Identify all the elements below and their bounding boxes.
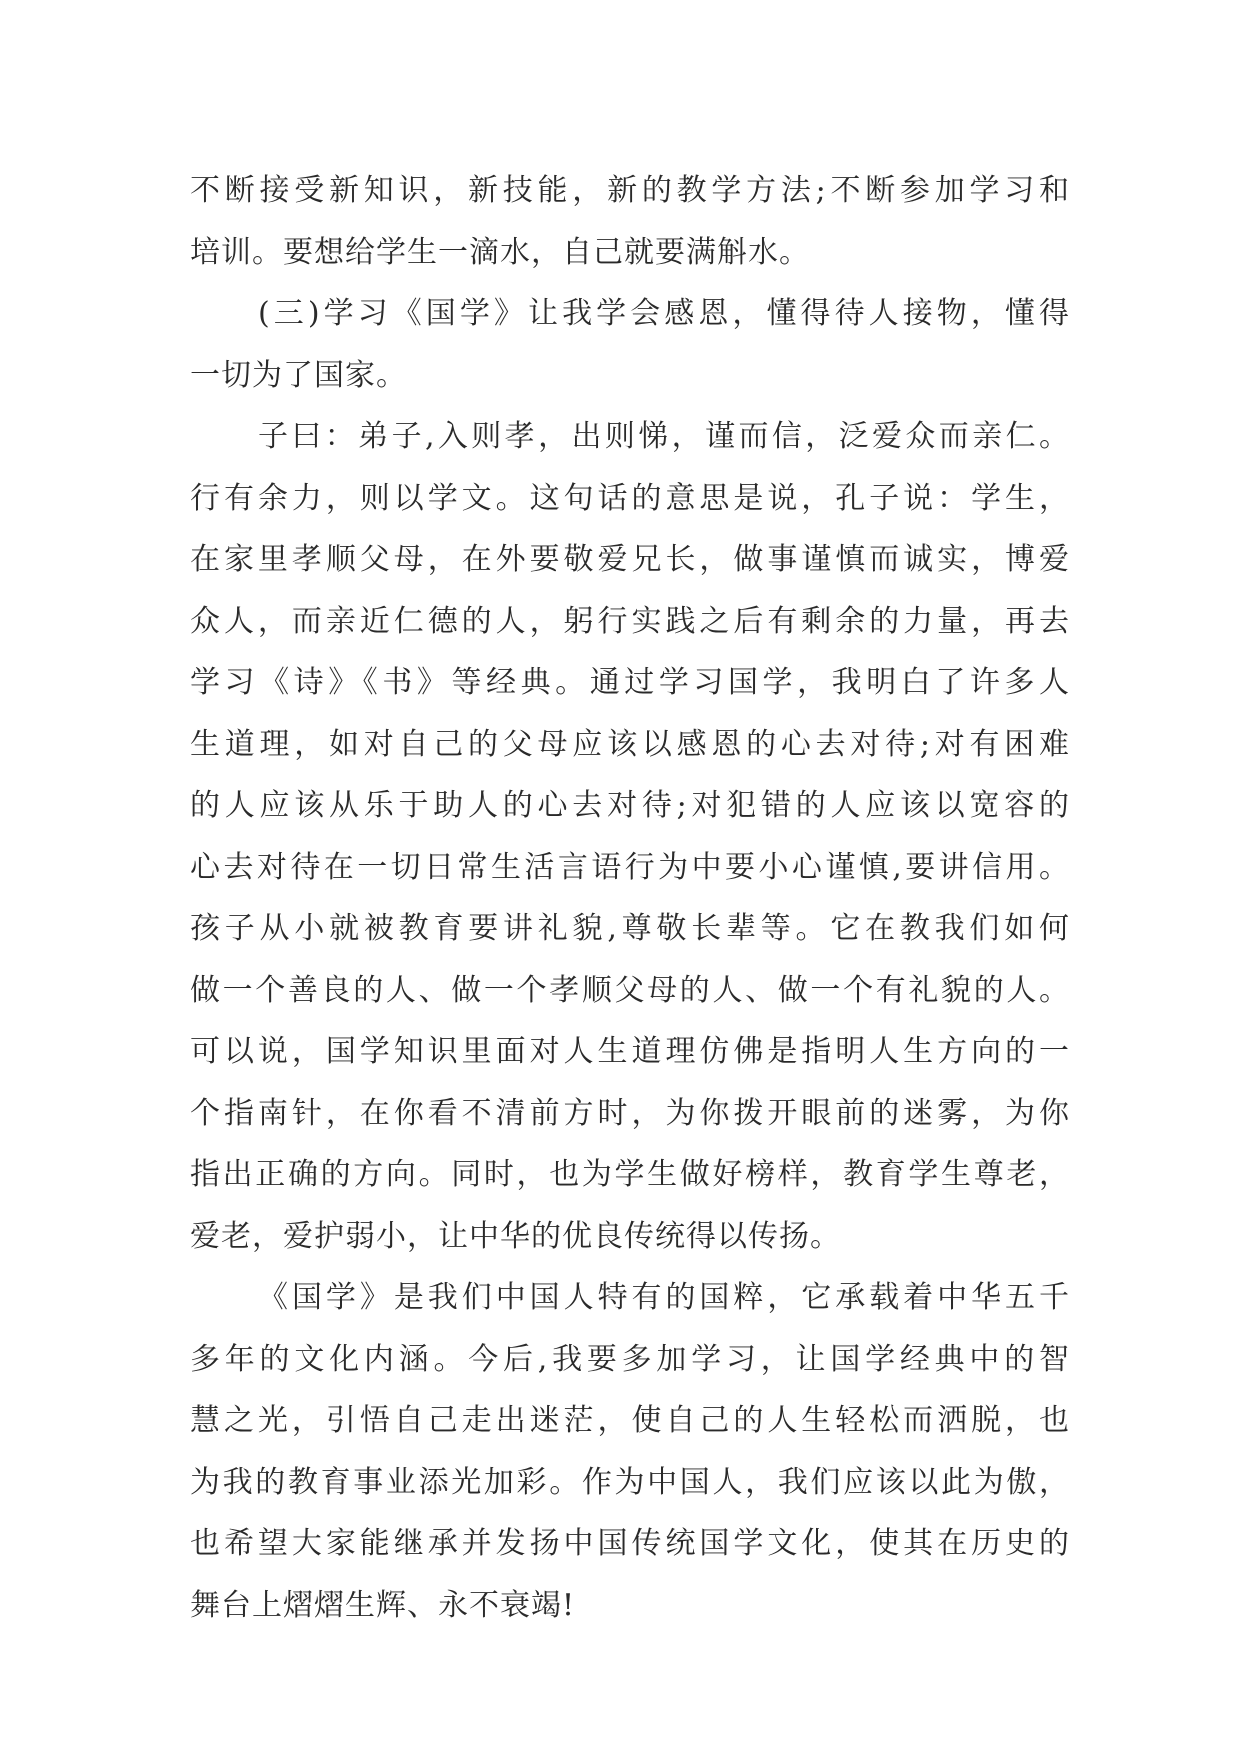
text-line: 心去对待在一切日常生活言语行为中要小心谨慎,要讲信用。 [190,849,1070,885]
text-line: 子曰：弟子,入则孝，出则悌，谨而信，泛爱众而亲仁。 [258,419,1070,454]
text-line: 舞台上熠熠生辉、永不衰竭! [190,1587,576,1623]
text-line: 学习《诗》《书》等经典。通过学习国学，我明白了许多人 [190,665,1070,700]
text-line: 慧之光，引悟自己走出迷茫，使自己的人生轻松而洒脱，也 [190,1403,1070,1438]
text-line: 也希望大家能继承并发扬中国传统国学文化，使其在历史的 [190,1526,1070,1561]
text-line: 行有余力，则以学文。这句话的意思是说，孔子说：学生， [190,480,1070,516]
text-line: 个指南针，在你看不清前方时，为你拨开眼前的迷雾，为你 [190,1095,1070,1131]
text-line: 在家里孝顺父母，在外要敬爱兄长，做事谨慎而诚实，博爱 [190,542,1070,577]
text-line: 多年的文化内涵。今后,我要多加学习，让国学经典中的智 [190,1341,1070,1377]
text-line: 《国学》是我们中国人特有的国粹，它承载着中华五千 [258,1280,1070,1315]
body-text [190,160,1070,1636]
text-line: 爱老，爱护弱小，让中华的优良传统得以传扬。 [190,1218,841,1254]
text-line: 众人，而亲近仁德的人，躬行实践之后有剩余的力量，再去 [190,603,1070,639]
text-line: 指出正确的方向。同时，也为学生做好榜样，教育学生尊老， [190,1157,1070,1192]
text-line: 的人应该从乐于助人的心去对待;对犯错的人应该以宽容的 [190,788,1070,823]
text-line: 生道理，如对自己的父母应该以感恩的心去对待;对有困难 [190,726,1070,762]
text-line: 培训。要想给学生一滴水，自己就要满斛水。 [190,234,810,270]
text-line: 做一个善良的人、做一个孝顺父母的人、做一个有礼貌的人。 [190,972,1070,1008]
text-line: 为我的教育事业添光加彩。作为中国人，我们应该以此为傲， [190,1464,1070,1500]
section-heading-line: 一切为了国家。 [190,357,407,393]
text-line: 可以说，国学知识里面对人生道理仿佛是指明人生方向的一 [190,1034,1070,1069]
text-line: 孩子从小就被教育要讲礼貌,尊敬长辈等。它在教我们如何 [190,911,1070,946]
section-heading-line: (三)学习《国学》让我学会感恩，懂得待人接物，懂得 [258,296,1070,331]
text-line: 不断接受新知识，新技能，新的教学方法;不断参加学习和 [190,173,1070,208]
